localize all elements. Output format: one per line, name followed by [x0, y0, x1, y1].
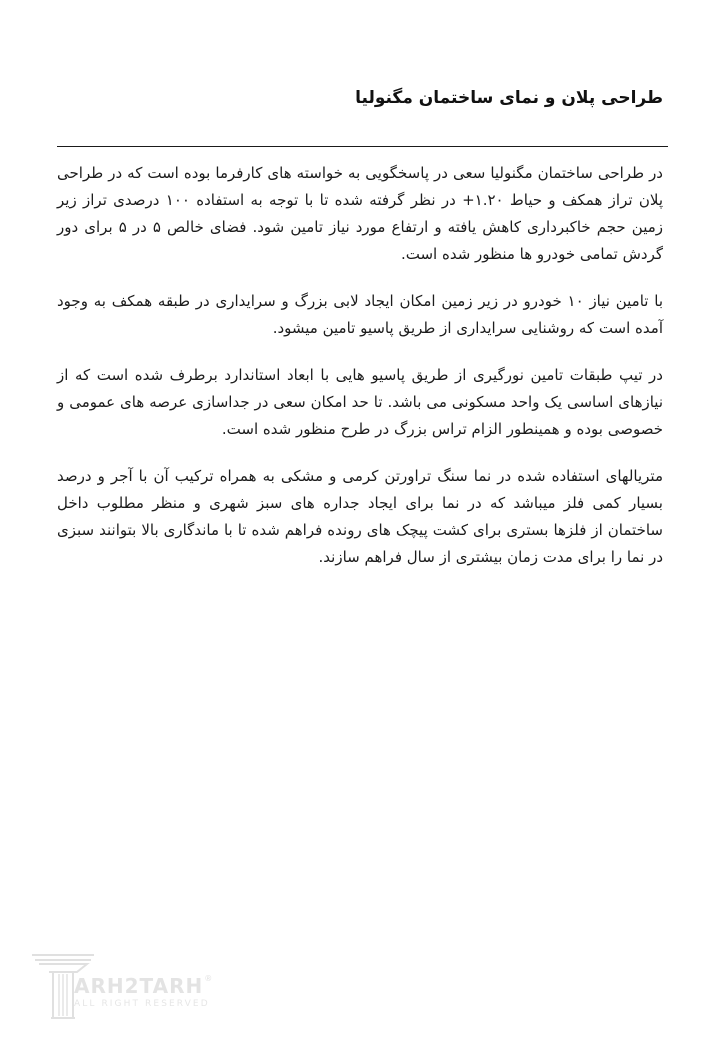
paragraph-2: با تامین نیاز ۱۰ خودرو در زیر زمین امکان ایجاد لابی بزرگ و سرایداری در طبقه همکف به وجود آمده است که روشنایی سرایداری از طریق پاسیو تامین میشود. — [57, 292, 663, 337]
brand-watermark — [30, 950, 213, 1022]
paragraph-4: متریالهای استفاده شده در نما سنگ تراورتن کرمی و مشکی به همراه ترکیب آن با آجر و درصد بسیار کمی فلز میباشد که در نما برای ایجاد جداره های سبز شهری و منظر مطلوب داخل ساختمان از فلزها بستری برای کشت پیچک های رونده فراهم شده تا با ماندگاری بالا بتوانند سبزی در نما را برای مدت زمان بیشتری از سال فراهم سازند. — [57, 467, 663, 566]
registered-trademark-icon: ® — [204, 974, 213, 983]
paragraph-1: در طراحی ساختمان مگنولیا سعی در پاسخگویی به خواسته های کارفرما بوده است که در طراحی پلان تراز همکف و حیاط ⁦+۱.۲۰⁩ در نظر گرفته شده تا با توجه به استفاده ۱۰۰ درصدی تراز زیر زمین حجم خاکبرداری کاهش یافته و ارتفاع مورد نیاز تامین شود. فضای خالص ۵ در ۵ برای دور گردش تمامی خودرو ها منظور شده است. — [57, 164, 664, 263]
document-body — [57, 160, 663, 591]
watermark-text — [74, 974, 212, 1009]
page-title: طراحی پلان و نمای ساختمان مگنولیا — [355, 88, 663, 108]
paragraph-3: در تیپ طبقات تامین نورگیری از طریق پاسیو هایی با ابعاد استاندارد برطرف شده است که از نیازهای اساسی یک واحد مسکونی می باشد. تا حد امکان سعی در جداسازی عرصه های عمومی و خصوصی بوده و همینطور الزام تراس بزرگ در طرح منظور شده است. — [57, 366, 663, 438]
title-divider — [57, 146, 668, 147]
rights-reserved-label: ALL RIGHT RESERVED — [74, 999, 210, 1009]
brand-name: ARH2TARH — [74, 974, 204, 998]
